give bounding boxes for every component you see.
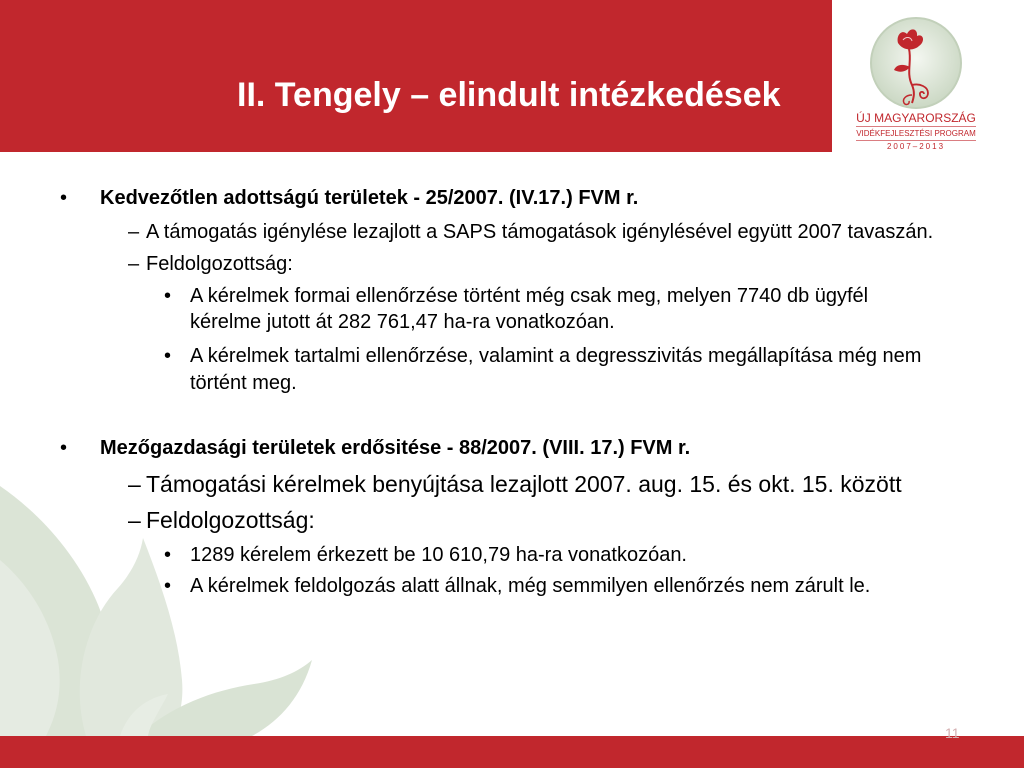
section-heading: Kedvezőtlen adottságú területek - 25/2007. (IV.17.) FVM r. xyxy=(100,187,639,209)
logo-period: 2007–2013 xyxy=(886,142,946,151)
sub-list-item-line: A kérelmek formai ellenőrzése történt még csak meg, melyen 7740 db ügyfél xyxy=(190,285,869,307)
logo-program: VIDÉKFEJLESZTÉSI PROGRAM xyxy=(856,129,976,138)
slide-title: II. Tengely – elindult intézkedések xyxy=(237,76,781,114)
program-logo xyxy=(832,0,1024,152)
dash-marker: – xyxy=(128,507,141,533)
dash-marker: – xyxy=(128,253,140,275)
bullet-marker: • xyxy=(164,544,172,566)
bullet-marker: • xyxy=(164,345,172,367)
logo-divider xyxy=(856,126,976,127)
decoration-petal xyxy=(80,538,183,736)
page-number: 11 xyxy=(945,725,960,741)
sub-list-item-line: kérelme jutott át 282 761,47 ha-ra vonatkozóan. xyxy=(190,311,615,333)
section-heading: Mezőgazdasági területek erdősitése - 88/2007. (VIII. 17.) FVM r. xyxy=(100,437,691,459)
title-banner xyxy=(0,0,832,152)
logo-divider xyxy=(856,140,976,141)
sub-list-item-line: A kérelmek tartalmi ellenőrzése, valamint a degresszivitás megállapítása még nem xyxy=(190,345,922,367)
bullet-marker: • xyxy=(164,575,172,597)
bullet-marker: • xyxy=(60,187,68,209)
flower-decoration xyxy=(0,460,330,736)
dash-marker: – xyxy=(128,221,140,243)
bullet-marker: • xyxy=(164,285,172,307)
bullet-marker: • xyxy=(60,437,68,459)
footer-bar xyxy=(0,736,1024,768)
sub-list-item-line: történt meg. xyxy=(190,372,297,394)
rose-emblem-icon xyxy=(868,15,964,111)
dash-marker: – xyxy=(128,471,141,497)
list-item: Támogatási kérelmek benyújtása lezajlott 2007. aug. 15. és okt. 15. között xyxy=(146,471,902,497)
list-item: Feldolgozottság: xyxy=(146,253,293,275)
list-item: Feldolgozottság: xyxy=(146,507,315,533)
sub-list-item-line: 1289 kérelem érkezett be 10 610,79 ha-ra vonatkozóan. xyxy=(190,544,687,566)
logo-name: ÚJ MAGYARORSZÁG xyxy=(856,111,976,125)
list-item: A támogatás igénylése lezajlott a SAPS támogatások igénylésével együtt 2007 tavaszán. xyxy=(146,221,934,243)
sub-list-item-line: A kérelmek feldolgozás alatt állnak, még semmilyen ellenőrzés nem zárult le. xyxy=(190,575,871,597)
